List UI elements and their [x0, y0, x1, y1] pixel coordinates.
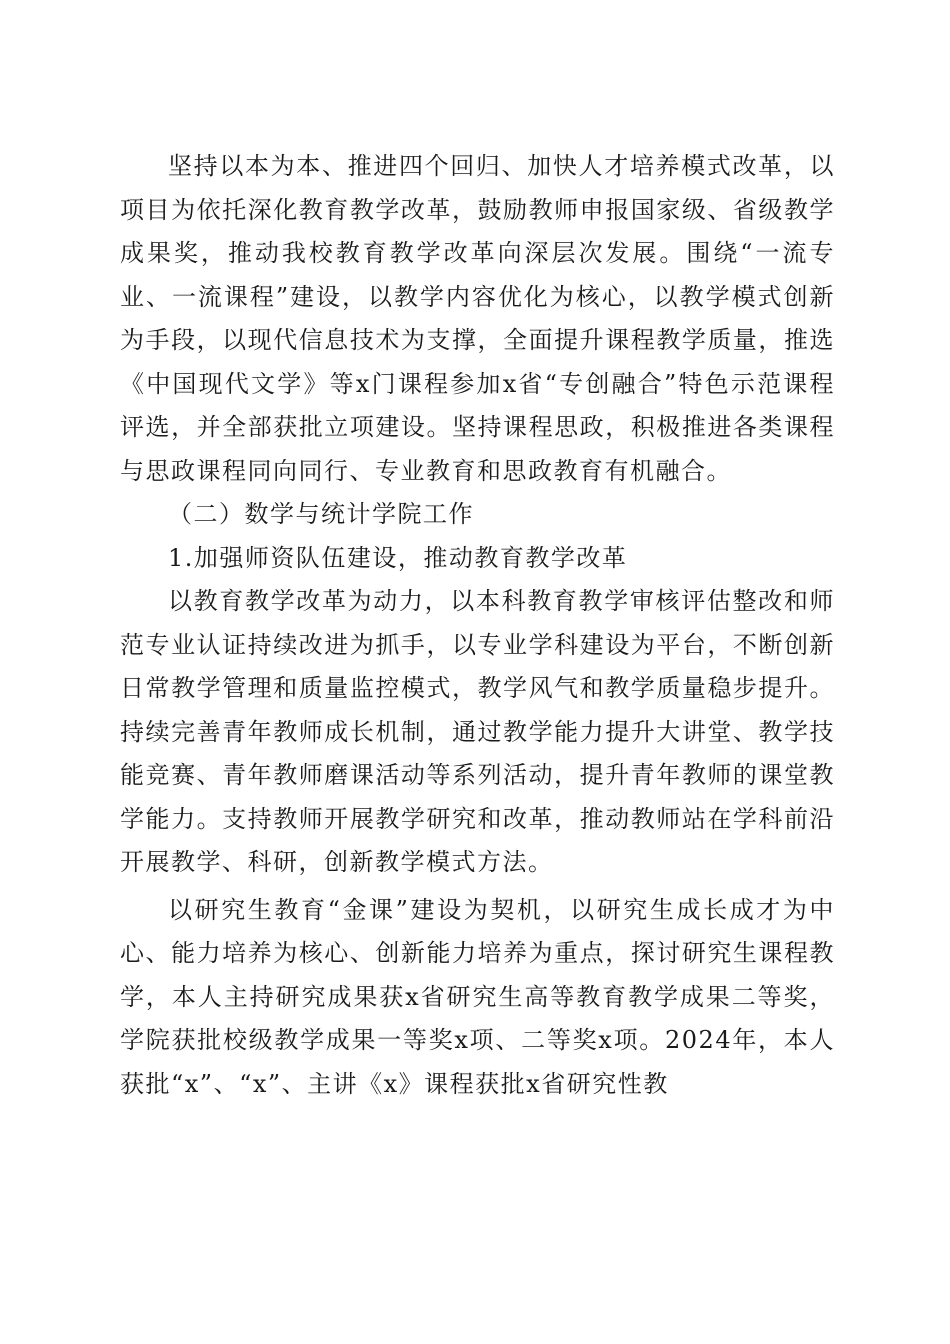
body-paragraph: 坚持以本为本、推进四个回归、加快人才培养模式改革，以项目为依托深化教育教学改革，鼓励教师申报国家级、省级教学成果奖，推动我校教育教学改革向深层次发展。围绕“一流专业、一流课程”建设，以教学内容优化为核心，以教学模式创新为手段，以现代信息技术为支撑，全面提升课程教学质量，推选《中国现代文学》等x门课程参加x省“专创融合”特色示范课程评选，并全部获批立项建设。坚持课程思政，积极推进各类课程与思政课程同向同行、专业教育和思政教育有机融合。: [120, 152, 835, 485]
document-page: [120, 145, 835, 1106]
body-paragraph: 以教育教学改革为动力，以本科教育教学审核评估整改和师范专业认证持续改进为抓手，以专业学科建设为平台，不断创新日常教学管理和质量监控模式，教学风气和教学质量稳步提升。持续完善青年教师成长机制，通过教学能力提升大讲堂、教学技能竞赛、青年教师磨课活动等系列活动，提升青年教师的课堂教学能力。支持教师开展教学研究和改革，推动教师站在学科前沿开展教学、科研，创新教学模式方法。: [120, 587, 835, 876]
subsection-heading: 1.加强师资队伍建设，推动教育教学改革: [168, 543, 628, 572]
section-heading: （二）数学与统计学院工作: [168, 500, 474, 528]
body-paragraph: 以研究生教育“金课”建设为契机，以研究生成长成才为中心、能力培养为核心、创新能力培养为重点，探讨研究生课程教学，本人主持研究成果获x省研究生高等教育教学成果二等奖，学院获批校级教学成果一等奖x项、二等奖x项。2024年，本人获批“x”、“x”、主讲《x》课程获批x省研究性教: [120, 895, 835, 1098]
